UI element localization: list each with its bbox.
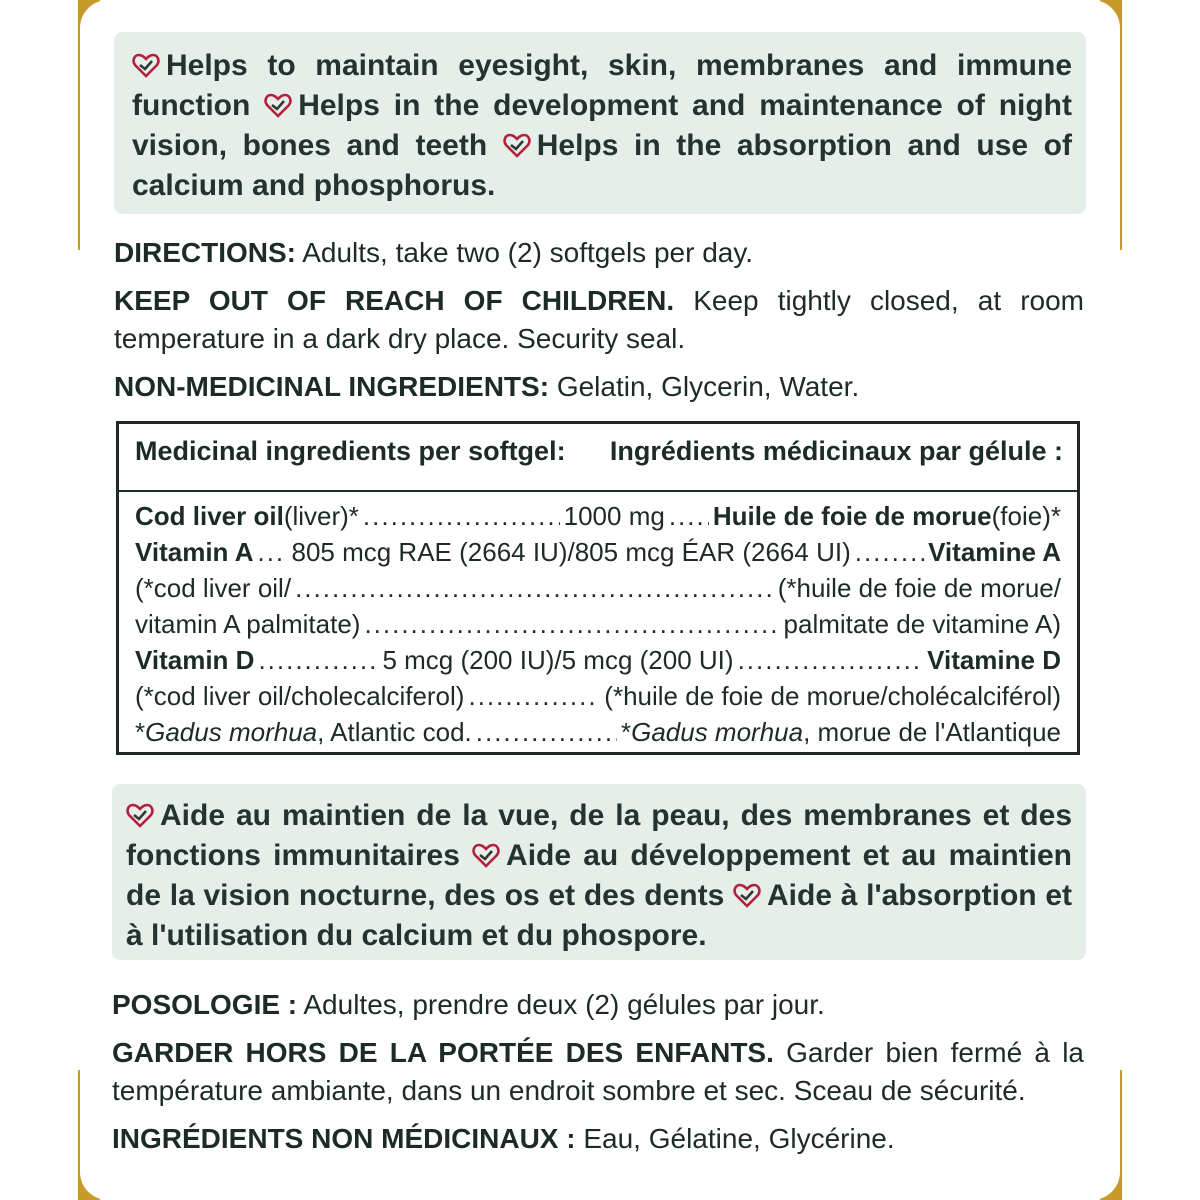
claim-vue: Aide au maintien de la vue, de la peau, des membranes et des fonctions immunitaires [126,799,1072,872]
table-divider [119,490,1077,492]
non-medicinal-french [112,1120,1084,1158]
claim-calcium: Helps in the absorption and use of calcium and phosphorus. [132,129,1072,202]
directions-text: Adults, take two (2) softgels per day. [296,237,754,268]
ingredient-fr-detail: (*huile de foie de morue/ [777,573,1061,603]
directions-label: DIRECTIONS: [114,237,296,268]
ingredient-en: Cod liver oil [135,501,284,531]
claim-absorption: Aide à l'absorption et à l'utilisation du calcium et du phospore. [126,879,1073,952]
warning-label: GARDER HORS DE LA PORTÉE DES ENFANTS. [112,1037,774,1068]
dot-leader [258,642,378,678]
warning-text: Garder bien fermé à la température ambiante, dans un endroit sombre et sec. Sceau de sécurité. [112,1037,1085,1106]
claim-vision-nocturne: Aide au développement et au maintien de la vision nocturne, des os et des dents [126,839,1072,912]
ingredient-amount: 805 mcg RAE (2664 IU)/805 mcg ÉAR (2664 UI) [291,537,851,567]
directions-text: Adultes, prendre deux (2) gélules par jour. [297,989,825,1020]
footnote-star: * [135,717,146,747]
directions-english [114,234,1084,272]
dot-leader [364,606,779,642]
claims-box-english [114,32,1086,214]
dot-leader [855,534,924,570]
species-name-en: Gadus morhua [145,717,318,747]
warning-label: KEEP OUT OF REACH OF CHILDREN. [114,285,675,316]
ingredient-en-detail: (*cod liver oil/ [135,573,292,603]
heart-check-icon [472,841,500,869]
ingredient-amount: 1000 mg [563,501,665,531]
table-header-french: Ingrédients médicinaux par gélule : [609,436,1063,466]
ingredient-fr: Vitamine A [928,537,1061,567]
directions-french [112,986,1084,1024]
medicinal-ingredients-table [116,421,1080,755]
ingredient-en-detail: vitamin A palmitate) [135,609,361,639]
directions-label: POSOLOGIE : [112,989,298,1020]
dot-leader [363,498,560,534]
non-medicinal-text: Gelatin, Glycerin, Water. [549,371,860,402]
non-medicinal-english [114,368,1084,406]
dot-leader [468,678,600,714]
non-medicinal-label: INGRÉDIENTS NON MÉDICINAUX : [112,1123,576,1154]
dot-leader [295,570,774,606]
table-row [135,642,1061,678]
heart-check-icon [264,91,292,119]
non-medicinal-text: Eau, Gélatine, Glycérine. [575,1123,895,1154]
table-row [135,534,1061,570]
ingredient-fr-detail: (*huile de foie de morue/cholécalciférol) [604,681,1061,711]
footnote-star: * [620,717,632,747]
ingredient-en: Vitamin D [135,645,255,675]
table-footnote [135,714,1061,750]
warning-english [114,282,1084,358]
ingredient-fr: Vitamine D [927,645,1061,675]
table-row [135,678,1061,714]
ingredient-en-detail: (*cod liver oil/cholecalciferol) [135,681,465,711]
ingredient-en-detail: (liver)* [283,501,359,531]
table-row [135,498,1061,534]
heart-check-icon [503,131,531,159]
heart-check-icon [733,881,761,909]
ingredient-amount: 5 mcg (200 IU)/5 mcg (200 UI) [382,645,734,675]
heart-check-icon [126,801,154,829]
table-row [135,570,1061,606]
claim-eyesight: Helps to maintain eyesight, skin, membranes and immune function [132,49,1072,122]
dot-leader [738,642,924,678]
warning-text: Keep tightly closed, at room temperature in a dark dry place. Security seal. [114,285,1084,354]
dot-leader [669,498,709,534]
non-medicinal-label: NON-MEDICINAL INGREDIENTS: [114,371,550,402]
dot-leader [476,714,617,750]
footnote-en: , Atlantic cod. [317,717,472,747]
ingredient-fr: Huile de foie de morue [712,501,992,531]
ingredient-fr-detail: (foie)* [991,501,1061,531]
table-header [135,436,1063,476]
warning-french [112,1034,1084,1110]
table-header-english: Medicinal ingredients per softgel: [135,436,566,466]
footnote-fr: , morue de l'Atlantique [803,717,1061,747]
dot-leader [257,534,287,570]
table-row [135,606,1061,642]
ingredient-en: Vitamin A [135,537,254,567]
species-name-fr: Gadus morhua [631,717,804,747]
claims-box-french [112,784,1086,960]
ingredient-fr-detail: palmitate de vitamine A) [783,609,1061,639]
claim-night-vision: Helps in the development and maintenance of night vision, bones and teeth [132,89,1072,162]
heart-check-icon [132,51,160,79]
